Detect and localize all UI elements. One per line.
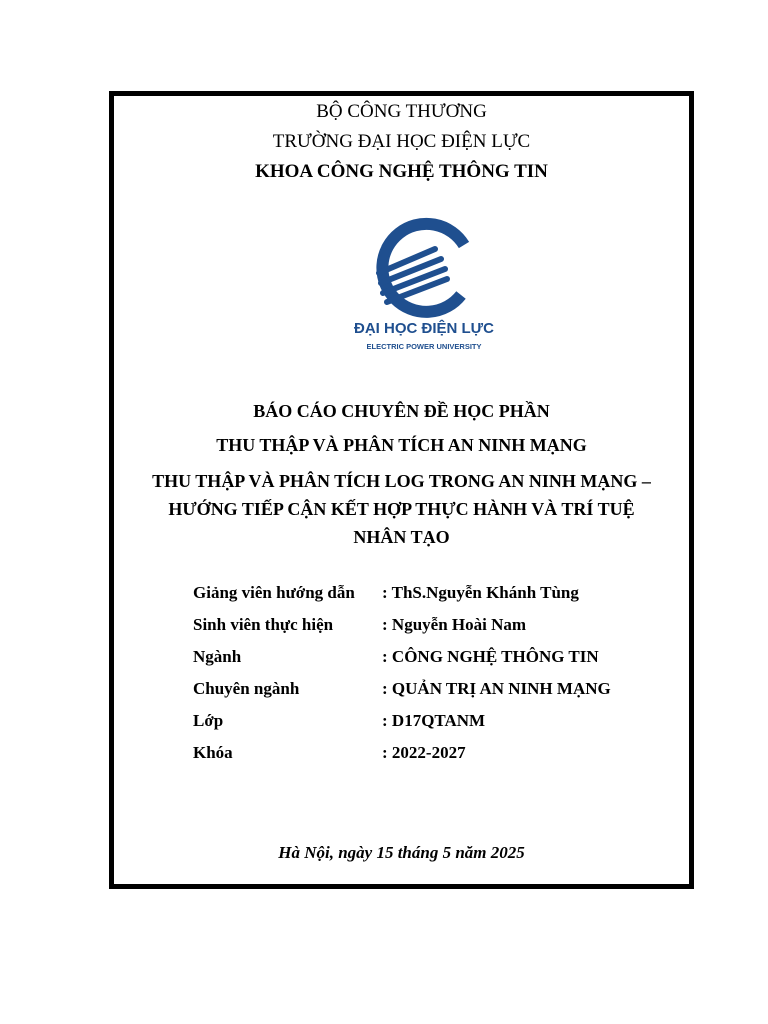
cover-frame	[110, 92, 693, 888]
info-value: : CÔNG NGHỆ THÔNG TIN	[382, 647, 599, 666]
place-date: Hà Nội, ngày 15 tháng 5 năm 2025	[278, 843, 525, 862]
info-value: : ThS.Nguyễn Khánh Tùng	[382, 583, 579, 602]
report-title-line-1: THU THẬP VÀ PHÂN TÍCH LOG TRONG AN NINH MẠNG –	[152, 471, 651, 491]
course-name: THU THẬP VÀ PHÂN TÍCH AN NINH MẠNG	[216, 435, 587, 455]
faculty-line: KHOA CÔNG NGHỆ THÔNG TIN	[255, 161, 548, 182]
info-label: Lớp	[193, 711, 224, 730]
info-value: : 2022-2027	[382, 743, 466, 762]
report-type: BÁO CÁO CHUYÊN ĐỀ HỌC PHẦN	[253, 401, 550, 421]
logo-name-en: ELECTRIC POWER UNIVERSITY	[366, 342, 482, 351]
ministry-line: BỘ CÔNG THƯƠNG	[316, 101, 487, 122]
logo-name-vi: ĐẠI HỌC ĐIỆN LỰC	[354, 320, 494, 337]
university-logo	[349, 215, 499, 355]
university-logo-mark	[349, 215, 499, 355]
info-label: Giảng viên hướng dẫn	[193, 583, 355, 602]
info-label: Chuyên ngành	[193, 679, 300, 698]
report-title-line-2: HƯỚNG TIẾP CẬN KẾT HỢP THỰC HÀNH VÀ TRÍ TUỆ	[168, 499, 635, 519]
university-line: TRƯỜNG ĐẠI HỌC ĐIỆN LỰC	[272, 131, 531, 152]
info-label: Ngành	[193, 647, 242, 666]
info-label: Khóa	[193, 743, 233, 762]
info-value: : D17QTANM	[382, 711, 486, 730]
info-value: : QUẢN TRỊ AN NINH MẠNG	[382, 679, 611, 698]
report-title-line-3: NHÂN TẠO	[353, 527, 450, 547]
info-label: Sinh viên thực hiện	[193, 615, 334, 634]
info-value: : Nguyễn Hoài Nam	[382, 615, 527, 634]
